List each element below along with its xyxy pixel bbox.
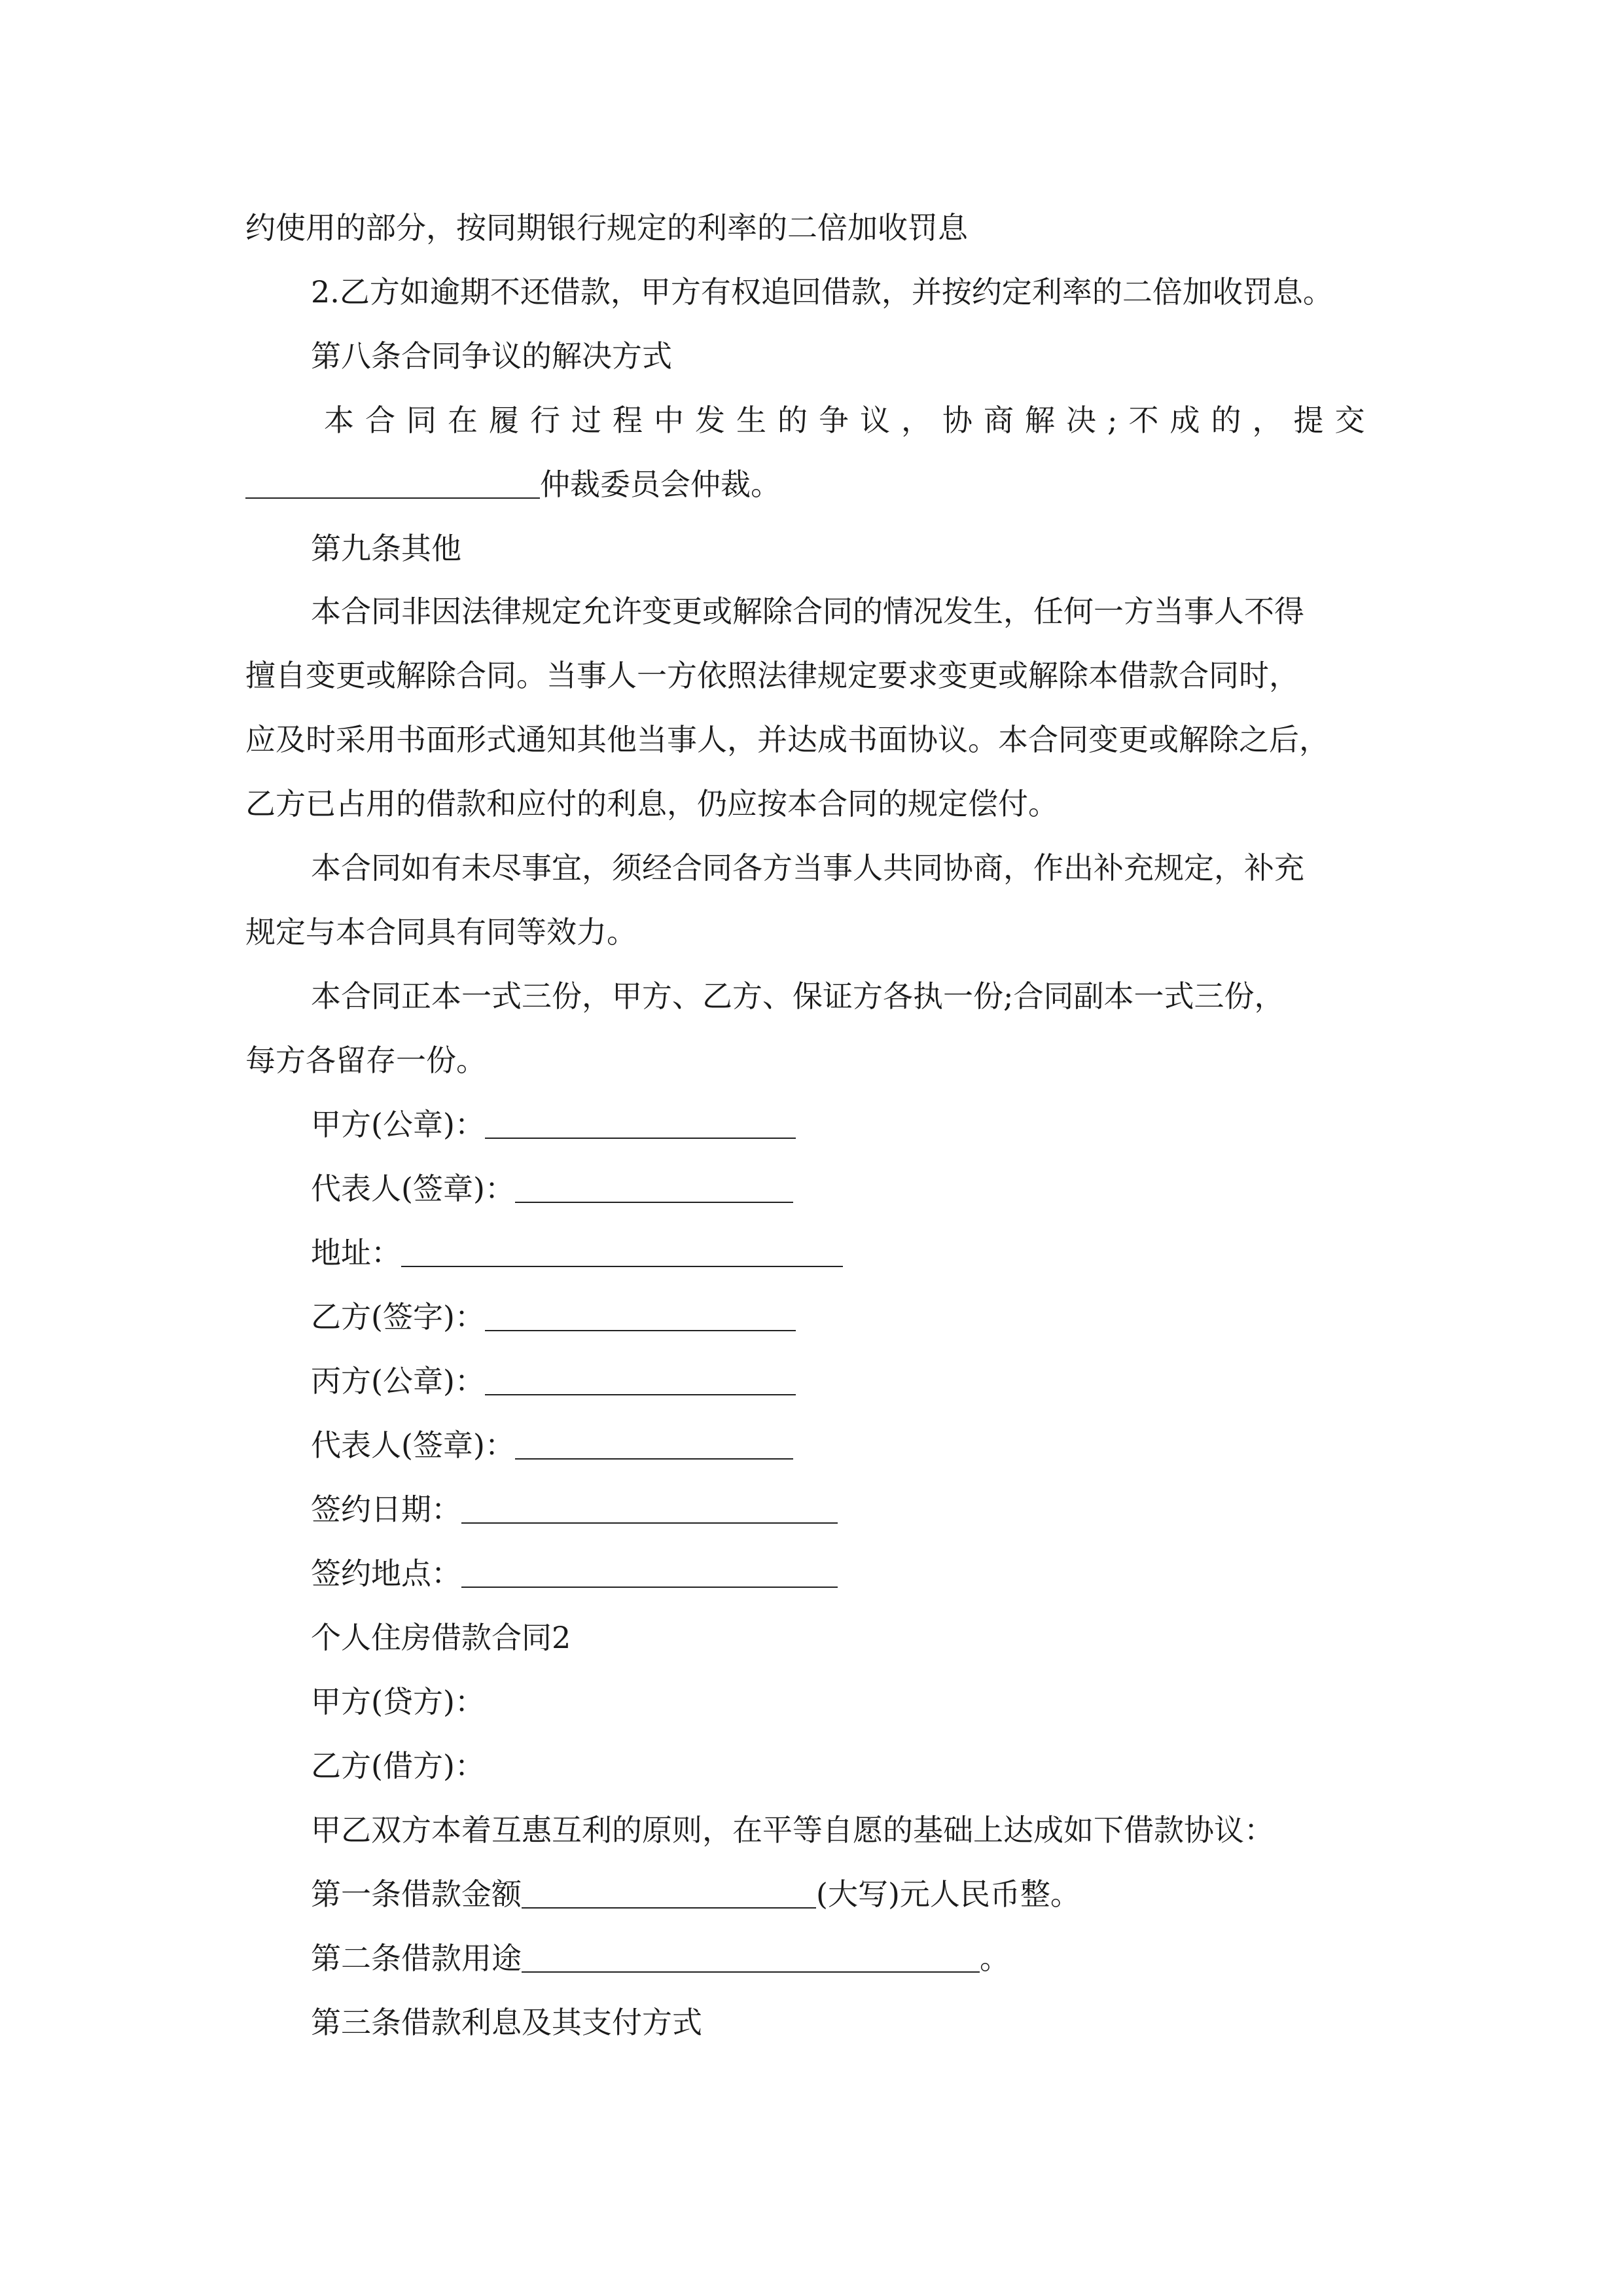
- paragraph-line: 本合同正本一式三份，甲方、乙方、保证方各执一份;合同副本一式三份，: [311, 978, 1285, 1014]
- article-1-suffix: (大写)元人民币整。: [816, 1876, 1080, 1912]
- signature-blank: [515, 1432, 793, 1460]
- arbitration-text: 仲裁委员会仲裁。: [540, 467, 781, 502]
- signature-blank: [515, 1175, 793, 1203]
- signature-blank: [485, 1111, 796, 1139]
- intro-line: 甲乙双方本着互惠互利的原则，在平等自愿的基础上达成如下借款协议：: [311, 1812, 1274, 1848]
- signature-label: 甲方(公章)：: [311, 1107, 485, 1142]
- signature-label: 地址：: [311, 1235, 401, 1270]
- section-heading-9: 第九条其他: [311, 531, 461, 566]
- signature-label: 乙方(签字)：: [311, 1299, 485, 1335]
- signature-row: [311, 1297, 796, 1336]
- contract-title: 个人住房借款合同2: [311, 1620, 571, 1655]
- borrower-line: 乙方(借方)：: [311, 1748, 485, 1784]
- signature-label: 丙方(公章)：: [311, 1363, 485, 1399]
- paragraph-line: 乙方已占用的借款和应付的利息，仍应按本合同的规定偿付。: [245, 786, 1058, 821]
- paragraph-line: 2.乙方如逾期不还借款，甲方有权追回借款，并按约定利率的二倍加收罚息。: [311, 274, 1333, 310]
- article-3: 第三条借款利息及其支付方式: [311, 2005, 702, 2040]
- signature-blank: [461, 1560, 838, 1588]
- article-1: [311, 1874, 1080, 1914]
- signature-label: 代表人(签章)：: [311, 1171, 515, 1206]
- signature-label: 签约地点：: [311, 1556, 461, 1591]
- paragraph-line: 规定与本合同具有同等效力。: [245, 914, 637, 950]
- article-1-label: 第一条借款金额: [311, 1876, 522, 1912]
- signature-row: [311, 1426, 793, 1465]
- paragraph-line: 本合同如有未尽事宜，须经合同各方当事人共同协商，作出补充规定，补充: [311, 850, 1304, 886]
- paragraph-line: 每方各留存一份。: [245, 1043, 486, 1078]
- article-2: [311, 1939, 1010, 1978]
- paragraph-line: 约使用的部分，按同期银行规定的利率的二倍加收罚息: [245, 210, 968, 245]
- purpose-blank: [522, 1945, 980, 1973]
- article-2-label: 第二条借款用途: [311, 1941, 522, 1976]
- signature-row: [311, 1169, 793, 1208]
- arbitration-blank: [245, 471, 540, 499]
- signature-row: [311, 1554, 838, 1593]
- signature-row: [311, 1490, 838, 1529]
- signature-blank: [401, 1240, 843, 1267]
- lender-line: 甲方(贷方)：: [311, 1684, 485, 1719]
- paragraph-line: 本合同在履行过程中发生的争议，协商解决;不成的，提交: [324, 403, 1376, 438]
- signature-row: [311, 1233, 843, 1272]
- article-2-suffix: 。: [980, 1941, 1010, 1976]
- paragraph-line: 本合同非因法律规定允许变更或解除合同的情况发生，任何一方当事人不得: [311, 594, 1304, 629]
- amount-blank: [522, 1881, 816, 1909]
- signature-row: [311, 1105, 796, 1144]
- signature-blank: [485, 1368, 796, 1395]
- signature-row: [311, 1361, 796, 1401]
- signature-blank: [485, 1304, 796, 1331]
- section-heading-8: 第八条合同争议的解决方式: [311, 338, 672, 374]
- paragraph-line: 应及时采用书面形式通知其他当事人，并达成书面协议。本合同变更或解除之后，: [245, 722, 1329, 757]
- signature-label: 签约日期：: [311, 1492, 461, 1527]
- paragraph-line: 擅自变更或解除合同。当事人一方依照法律规定要求变更或解除本借款合同时，: [245, 658, 1299, 693]
- signature-label: 代表人(签章)：: [311, 1427, 515, 1463]
- paragraph-line: [245, 465, 781, 504]
- signature-blank: [461, 1496, 838, 1524]
